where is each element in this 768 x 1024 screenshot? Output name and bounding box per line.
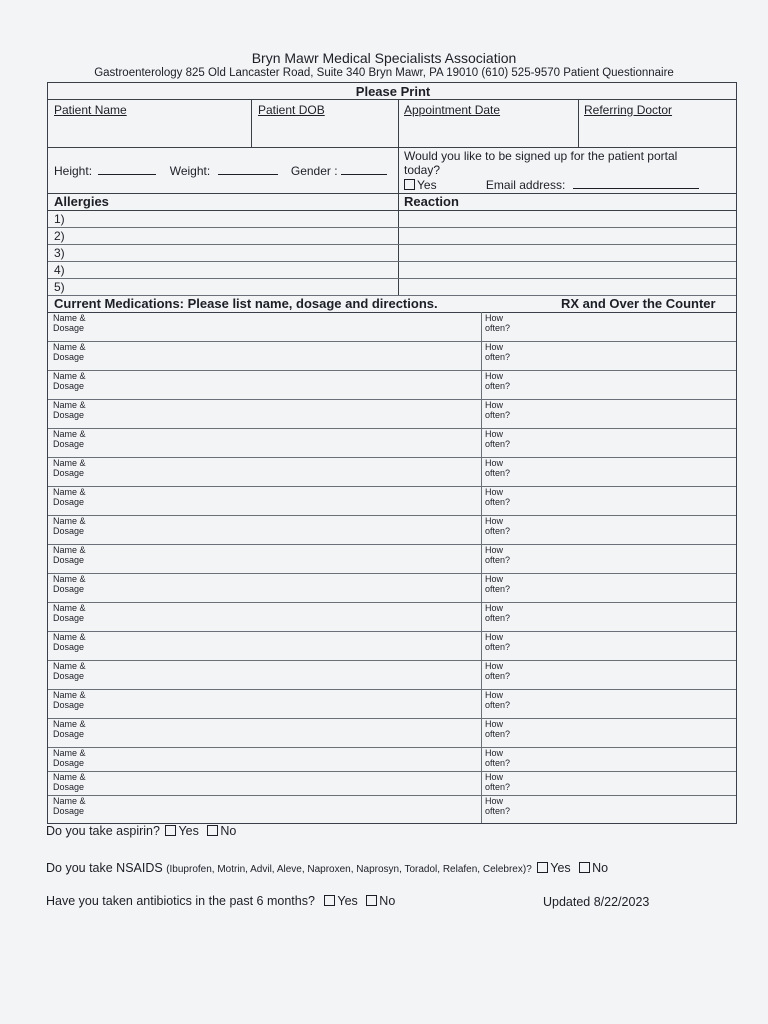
antibiotics-yes-label: Yes xyxy=(337,894,358,908)
referring-doctor-label: Referring Doctor xyxy=(584,103,673,117)
row-divider xyxy=(48,515,736,516)
height-field[interactable] xyxy=(98,164,156,175)
weight-label: Weight: xyxy=(169,164,211,178)
medication-name-field[interactable] xyxy=(96,633,476,653)
often-line: often? xyxy=(485,526,511,536)
how-line: How xyxy=(485,772,504,782)
name-dosage-label xyxy=(53,603,86,623)
name-dosage-label xyxy=(53,545,86,565)
how-often-label xyxy=(485,400,510,420)
portal-question-line1: Would you like to be signed up for the patient portal xyxy=(404,149,678,163)
name-dosage-label xyxy=(53,574,86,594)
name-dosage-label xyxy=(53,400,86,420)
name-line: Name & xyxy=(53,632,86,642)
row-divider xyxy=(48,486,736,487)
frequency-field[interactable] xyxy=(523,459,731,479)
how-often-label xyxy=(485,342,510,362)
name-line: Name & xyxy=(53,574,86,584)
name-line: Name & xyxy=(53,690,86,700)
appointment-date-label: Appointment Date xyxy=(404,103,501,117)
nsaids-question xyxy=(46,861,608,875)
rx-otc-heading: RX and Over the Counter xyxy=(561,296,716,311)
dosage-line: Dosage xyxy=(53,323,85,333)
clinic-title: Bryn Mawr Medical Specialists Association xyxy=(251,50,517,66)
allergies-heading: Allergies xyxy=(54,194,109,209)
clinic-subtitle: Gastroenterology 825 Old Lancaster Road, Suite 340 Bryn Mawr, PA 19010 (610) 525-9570 Patient Questionnaire xyxy=(94,67,674,79)
often-line: often? xyxy=(485,381,511,391)
how-line: How xyxy=(485,545,504,555)
often-line: often? xyxy=(485,410,511,420)
row-divider xyxy=(48,428,736,429)
name-line: Name & xyxy=(53,748,86,758)
row-divider xyxy=(48,660,736,661)
row-divider xyxy=(48,457,736,458)
name-dosage-label xyxy=(53,429,86,449)
how-often-label xyxy=(485,748,510,768)
often-line: often? xyxy=(485,729,511,739)
reaction-heading: Reaction xyxy=(404,194,459,209)
frequency-field[interactable] xyxy=(523,662,731,682)
how-often-label xyxy=(485,574,510,594)
dosage-line: Dosage xyxy=(53,806,85,816)
row-divider xyxy=(48,573,736,574)
how-line: How xyxy=(485,574,504,584)
allergy-row-number: 3) xyxy=(54,246,65,260)
allergy-row-number: 5) xyxy=(54,280,65,294)
often-line: often? xyxy=(485,642,511,652)
aspirin-no-checkbox[interactable] xyxy=(207,825,218,836)
frequency-field[interactable] xyxy=(523,633,731,653)
medication-name-field[interactable] xyxy=(96,691,476,711)
medication-name-field[interactable] xyxy=(96,314,476,334)
how-often-label xyxy=(485,371,510,391)
allergy-field[interactable] xyxy=(54,262,394,277)
often-line: often? xyxy=(485,700,511,710)
often-line: often? xyxy=(485,352,511,362)
dosage-line: Dosage xyxy=(53,729,85,739)
how-often-label xyxy=(485,796,510,816)
how-line: How xyxy=(485,429,504,439)
medication-name-field[interactable] xyxy=(96,517,476,537)
name-dosage-label xyxy=(53,487,86,507)
aspirin-question-text: Do you take aspirin? xyxy=(46,824,160,838)
how-often-label xyxy=(485,719,510,739)
often-line: often? xyxy=(485,323,511,333)
frequency-field[interactable] xyxy=(523,517,731,537)
row-divider xyxy=(48,631,736,632)
name-dosage-label xyxy=(53,458,86,478)
antibiotics-question xyxy=(46,894,395,908)
gender-field[interactable] xyxy=(341,164,387,175)
name-dosage-label xyxy=(53,632,86,652)
medication-name-field[interactable] xyxy=(96,797,476,817)
dosage-line: Dosage xyxy=(53,352,85,362)
aspirin-question xyxy=(46,824,236,838)
row-divider xyxy=(48,718,736,719)
antibiotics-no-checkbox[interactable] xyxy=(366,895,377,906)
often-line: often? xyxy=(485,806,511,816)
frequency-field[interactable] xyxy=(523,430,731,450)
allergy-field[interactable] xyxy=(54,228,394,243)
dosage-line: Dosage xyxy=(53,381,85,391)
medication-name-field[interactable] xyxy=(96,430,476,450)
allergy-row-number: 2) xyxy=(54,229,65,243)
frequency-field[interactable] xyxy=(523,343,731,363)
how-often-label xyxy=(485,772,510,792)
how-line: How xyxy=(485,661,504,671)
name-line: Name & xyxy=(53,458,86,468)
reaction-field[interactable] xyxy=(403,279,733,294)
dosage-line: Dosage xyxy=(53,758,85,768)
aspirin-yes-label: Yes xyxy=(178,824,199,838)
frequency-field[interactable] xyxy=(523,797,731,817)
antibiotics-no-label: No xyxy=(379,894,396,908)
medication-name-field[interactable] xyxy=(96,372,476,392)
nsaids-yes-checkbox[interactable] xyxy=(537,862,548,873)
name-line: Name & xyxy=(53,371,86,381)
frequency-field[interactable] xyxy=(523,749,731,769)
row-divider xyxy=(48,399,736,400)
antibiotics-question-text: Have you taken antibiotics in the past 6 months? xyxy=(46,894,315,908)
allergy-field[interactable] xyxy=(54,211,394,226)
portal-yes-checkbox[interactable] xyxy=(404,179,415,190)
dosage-line: Dosage xyxy=(53,439,85,449)
row-divider xyxy=(48,341,736,342)
name-dosage-label xyxy=(53,772,86,792)
name-line: Name & xyxy=(53,516,86,526)
dosage-line: Dosage xyxy=(53,497,85,507)
frequency-field[interactable] xyxy=(523,314,731,334)
frequency-field[interactable] xyxy=(523,488,731,508)
how-line: How xyxy=(485,371,504,381)
medication-name-field[interactable] xyxy=(96,749,476,769)
medication-name-field[interactable] xyxy=(96,720,476,740)
portal-yes-label: Yes xyxy=(417,178,437,192)
often-line: often? xyxy=(485,555,511,565)
name-line: Name & xyxy=(53,545,86,555)
row-divider xyxy=(48,689,736,690)
name-line: Name & xyxy=(53,342,86,352)
medication-name-field[interactable] xyxy=(96,488,476,508)
aspirin-yes-checkbox[interactable] xyxy=(165,825,176,836)
dosage-line: Dosage xyxy=(53,700,85,710)
how-line: How xyxy=(485,748,504,758)
medication-name-field[interactable] xyxy=(96,401,476,421)
often-line: often? xyxy=(485,439,511,449)
medication-name-field[interactable] xyxy=(96,575,476,595)
portal-question-line2: today? xyxy=(404,163,441,177)
often-line: often? xyxy=(485,497,511,507)
frequency-field[interactable] xyxy=(523,575,731,595)
medication-name-field[interactable] xyxy=(96,459,476,479)
reaction-field[interactable] xyxy=(403,211,733,226)
email-field[interactable] xyxy=(573,178,699,189)
nsaids-no-label: No xyxy=(592,861,609,875)
reaction-field[interactable] xyxy=(403,228,733,243)
name-line: Name & xyxy=(53,313,86,323)
row-divider xyxy=(48,544,736,545)
name-line: Name & xyxy=(53,772,86,782)
vitals-row xyxy=(54,164,387,178)
frequency-field[interactable] xyxy=(523,604,731,624)
row-divider xyxy=(48,747,736,748)
medication-name-field[interactable] xyxy=(96,604,476,624)
frequency-field[interactable] xyxy=(523,773,731,793)
allergy-field[interactable] xyxy=(54,245,394,260)
how-line: How xyxy=(485,516,504,526)
patient-name-label: Patient Name xyxy=(54,103,127,117)
how-line: How xyxy=(485,632,504,642)
name-line: Name & xyxy=(53,400,86,410)
dosage-line: Dosage xyxy=(53,410,85,420)
aspirin-no-label: No xyxy=(220,824,237,838)
how-line: How xyxy=(485,603,504,613)
dosage-line: Dosage xyxy=(53,584,85,594)
how-often-label xyxy=(485,487,510,507)
frequency-field[interactable] xyxy=(523,720,731,740)
frequency-field[interactable] xyxy=(523,691,731,711)
how-often-label xyxy=(485,458,510,478)
how-line: How xyxy=(485,719,504,729)
medication-name-field[interactable] xyxy=(96,546,476,566)
dosage-line: Dosage xyxy=(53,782,85,792)
reaction-field[interactable] xyxy=(403,245,733,260)
how-line: How xyxy=(485,458,504,468)
name-line: Name & xyxy=(53,796,86,806)
gender-label: Gender : xyxy=(290,164,338,178)
how-line: How xyxy=(485,313,504,323)
how-often-label xyxy=(485,632,510,652)
antibiotics-yes-checkbox[interactable] xyxy=(324,895,335,906)
height-label: Height: xyxy=(54,164,93,178)
how-line: How xyxy=(485,487,504,497)
nsaids-yes-label: Yes xyxy=(550,861,571,875)
often-line: often? xyxy=(485,782,511,792)
allergy-row-number: 1) xyxy=(54,212,65,226)
name-dosage-label xyxy=(53,516,86,536)
name-dosage-label xyxy=(53,342,86,362)
allergy-row-number: 4) xyxy=(54,263,65,277)
often-line: often? xyxy=(485,671,511,681)
medication-name-field[interactable] xyxy=(96,343,476,363)
row-divider xyxy=(48,312,736,313)
how-often-label xyxy=(485,603,510,623)
frequency-field[interactable] xyxy=(523,546,731,566)
row-divider xyxy=(48,370,736,371)
questionnaire-form xyxy=(47,82,737,824)
name-dosage-label xyxy=(53,371,86,391)
name-dosage-label xyxy=(53,796,86,816)
dosage-line: Dosage xyxy=(53,555,85,565)
dosage-line: Dosage xyxy=(53,671,85,681)
row-divider xyxy=(48,771,736,772)
how-line: How xyxy=(485,690,504,700)
updated-date: Updated 8/22/2023 xyxy=(543,895,650,909)
name-line: Name & xyxy=(53,661,86,671)
name-dosage-label xyxy=(53,719,86,739)
name-line: Name & xyxy=(53,603,86,613)
how-often-label xyxy=(485,690,510,710)
how-often-label xyxy=(485,516,510,536)
dosage-line: Dosage xyxy=(53,613,85,623)
portal-options xyxy=(404,178,699,192)
often-line: often? xyxy=(485,468,511,478)
dosage-line: Dosage xyxy=(53,526,85,536)
how-line: How xyxy=(485,796,504,806)
medications-heading: Current Medications: Please list name, dosage and directions. xyxy=(54,296,438,311)
name-dosage-label xyxy=(53,313,86,333)
please-print-heading: Please Print xyxy=(355,84,431,99)
often-line: often? xyxy=(485,613,511,623)
name-line: Name & xyxy=(53,719,86,729)
dosage-line: Dosage xyxy=(53,468,85,478)
nsaids-examples: (Ibuprofen, Motrin, Advil, Aleve, Naproxen, Naprosyn, Toradol, Relafen, Celebrex)? xyxy=(166,864,532,875)
how-often-label xyxy=(485,545,510,565)
how-line: How xyxy=(485,342,504,352)
dosage-line: Dosage xyxy=(53,642,85,652)
name-dosage-label xyxy=(53,690,86,710)
how-line: How xyxy=(485,400,504,410)
email-label: Email address: xyxy=(485,178,566,192)
medication-name-field[interactable] xyxy=(96,773,476,793)
nsaids-question-text: Do you take NSAIDS xyxy=(46,861,163,875)
name-dosage-label xyxy=(53,748,86,768)
nsaids-no-checkbox[interactable] xyxy=(579,862,590,873)
name-line: Name & xyxy=(53,487,86,497)
name-line: Name & xyxy=(53,429,86,439)
how-often-label xyxy=(485,313,510,333)
weight-field[interactable] xyxy=(218,164,278,175)
name-dosage-label xyxy=(53,661,86,681)
frequency-field[interactable] xyxy=(523,401,731,421)
allergy-field[interactable] xyxy=(54,279,394,294)
patient-dob-label: Patient DOB xyxy=(258,103,325,117)
how-often-label xyxy=(485,429,510,449)
row-divider xyxy=(48,602,736,603)
how-often-label xyxy=(485,661,510,681)
reaction-field[interactable] xyxy=(403,262,733,277)
row-divider xyxy=(48,795,736,796)
often-line: often? xyxy=(485,584,511,594)
frequency-field[interactable] xyxy=(523,372,731,392)
medication-name-field[interactable] xyxy=(96,662,476,682)
often-line: often? xyxy=(485,758,511,768)
